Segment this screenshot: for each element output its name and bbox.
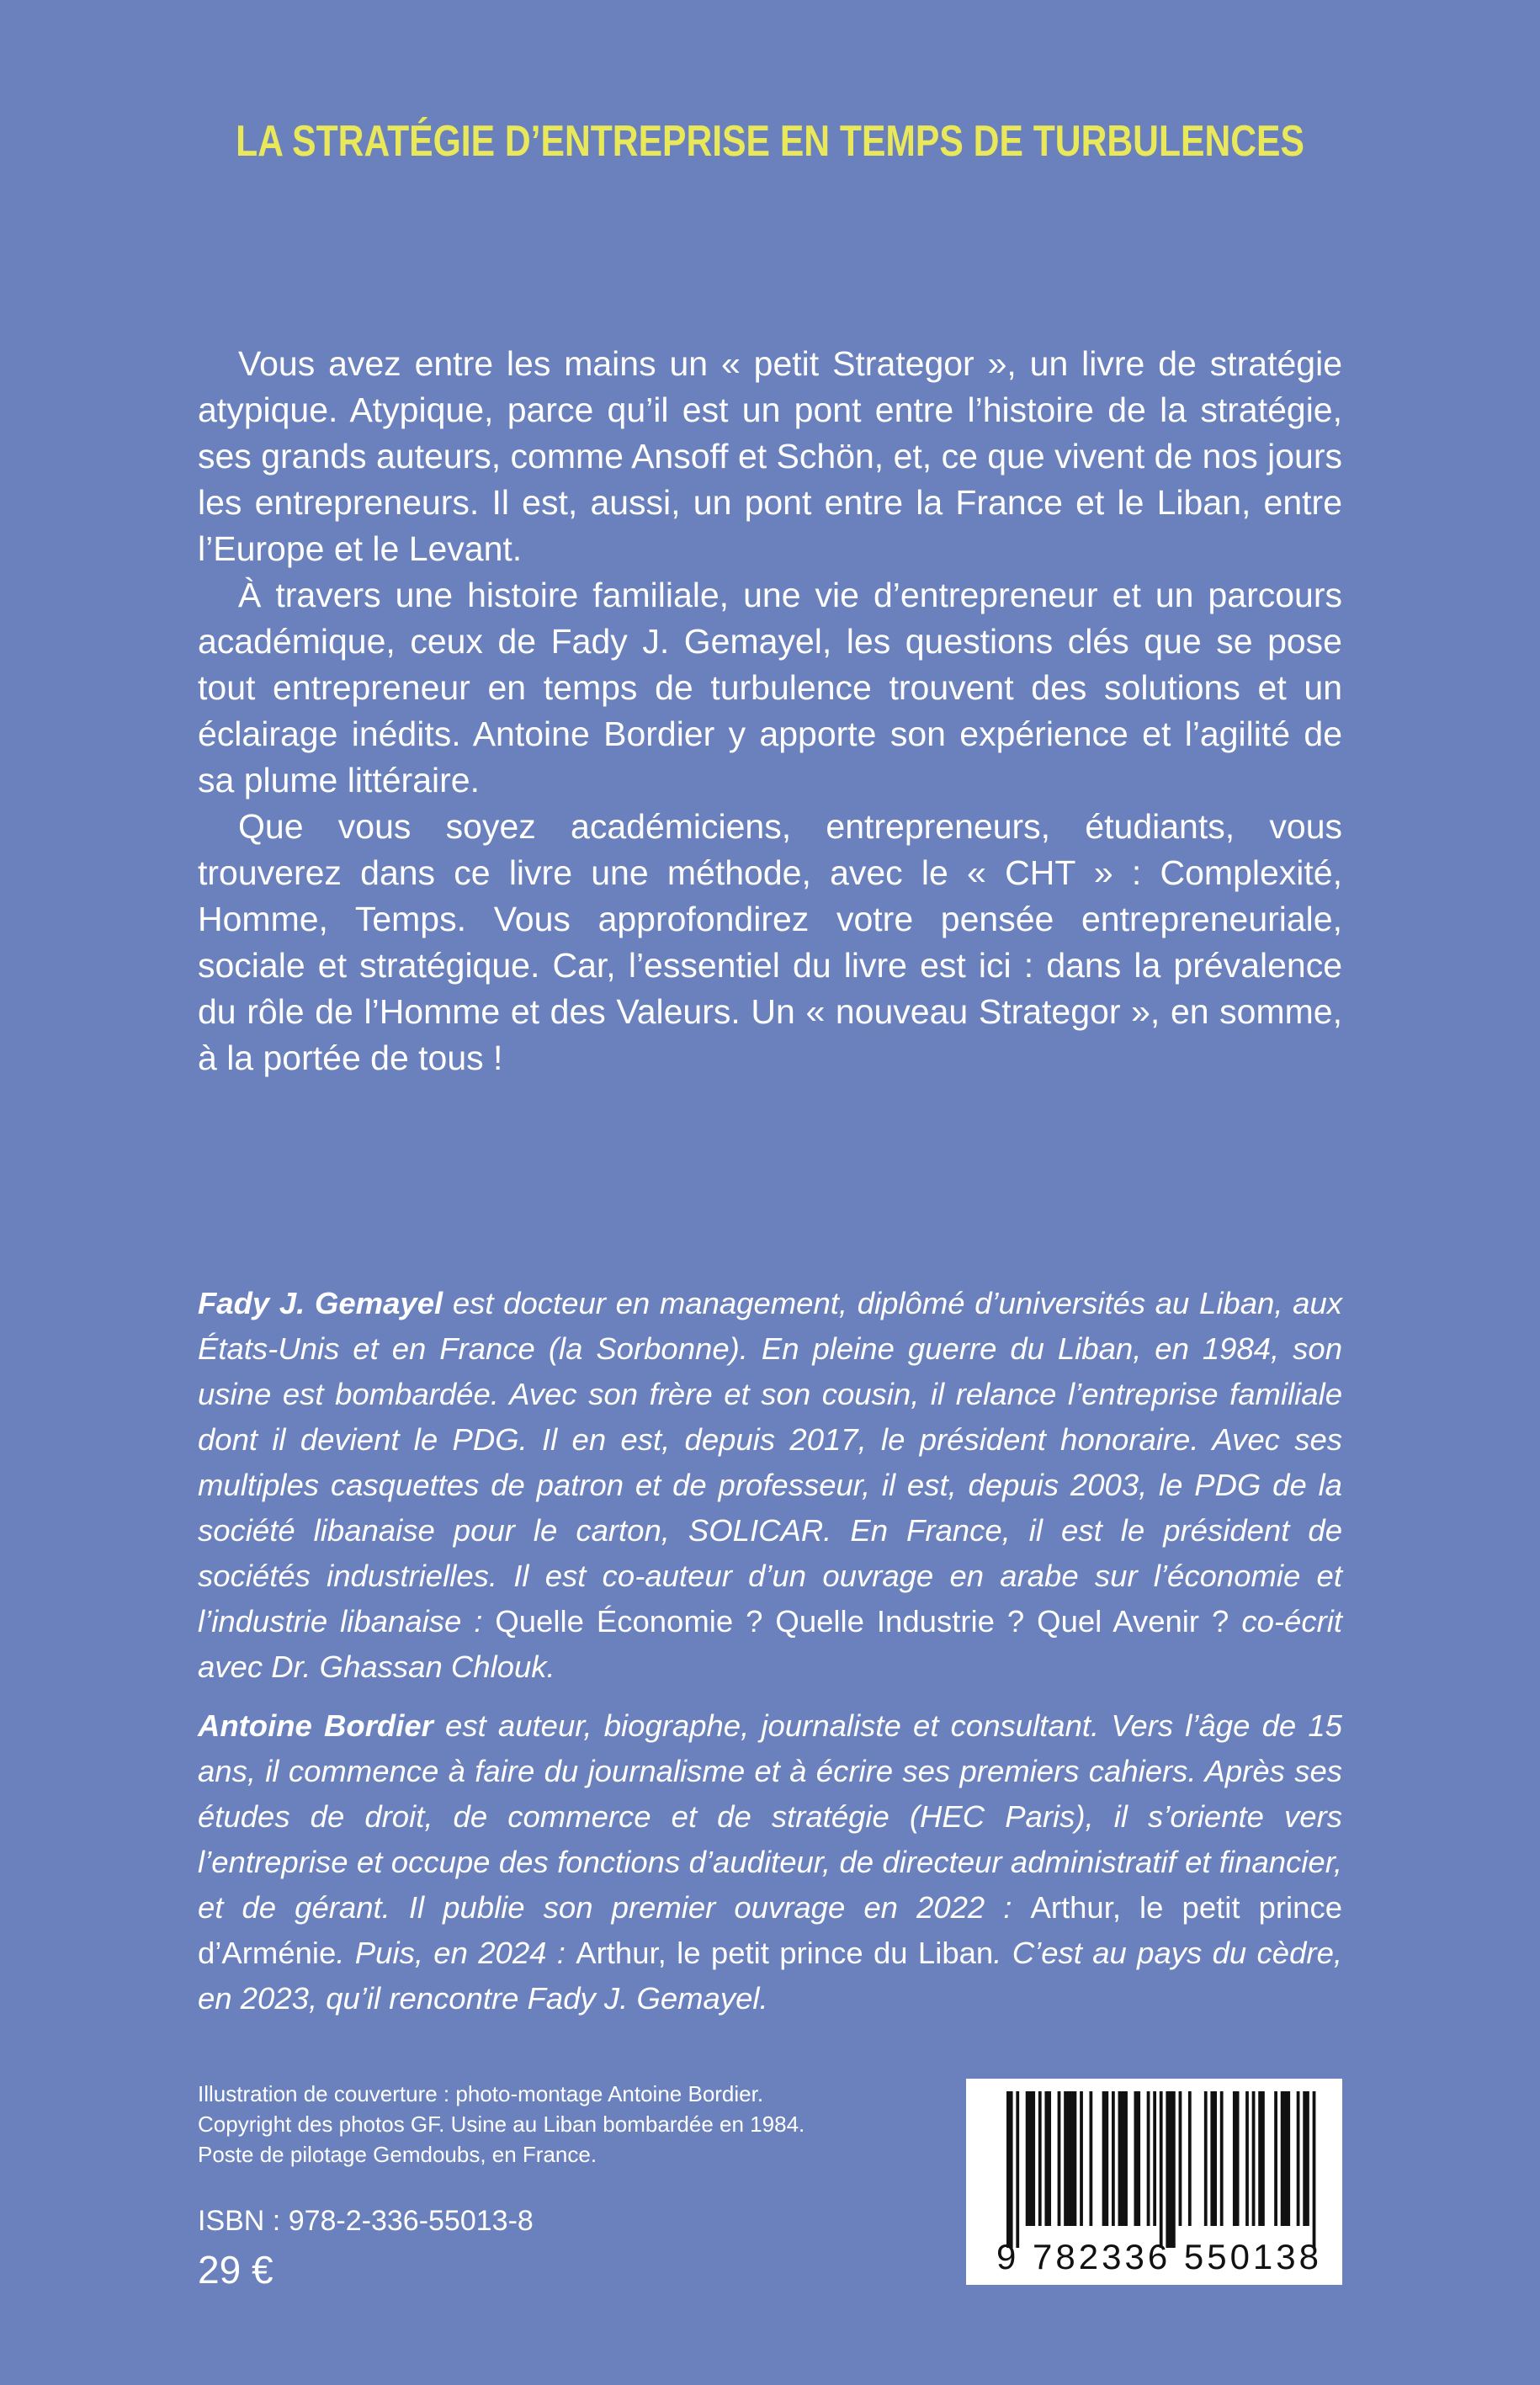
barcode-bar xyxy=(1245,2091,1249,2226)
author-name: Fady J. Gemayel xyxy=(198,1286,443,1320)
isbn: ISBN : 978-2-336-55013-8 xyxy=(198,2205,534,2237)
barcode-bar xyxy=(1044,2091,1051,2226)
blurb xyxy=(198,341,1342,1081)
barcode-bar xyxy=(1016,2091,1019,2248)
blurb-paragraph: À travers une histoire familiale, une vie d’entrepreneur et un parcours académique, ceux de Fady J. Gemayel, les questions clés que se pose tout entrepreneur en temps de turbulence trouvent des solutions et un éclairage inédits. Antoine Bordier y apporte son expérience et l’agilité de sa plume littéraire. xyxy=(198,576,1342,799)
author-name: Antoine Bordier xyxy=(198,1708,433,1743)
bio-text: est docteur en management, diplômé d’universités au Liban, aux États-Unis et en France (la Sorbonne). En pleine guerre du Liban, en 1984, son usine est bombardée. Avec son frère et son cousin, il relance l’entreprise familiale dont il devient le PDG. Il en est, depuis 2017, le président honoraire. Avec ses multiples casquettes de patron et de professeur, il est, depuis 2003, le PDG de la société libanaise pour le carton, SOLICAR. En France, il est le président de sociétés industrielles. Il est co-auteur d’un ouvrage en arabe sur l’économie et l’industrie libanaise : xyxy=(198,1286,1342,1639)
book-title: LA STRATÉGIE D’ENTREPRISE EN TEMPS DE TURBULENCES xyxy=(236,117,1304,166)
barcode-bar xyxy=(1058,2091,1061,2226)
bio-text: co-écrit avec Dr. Ghassan Chlouk. xyxy=(198,1604,1342,1684)
blurb-paragraph: Vous avez entre les mains un « petit Strategor », un livre de stratégie atypique. Atypique, parce qu’il est un pont entre l’histoire de la stratégie, ses grands auteurs, comme Ansoff et Schön, et, ce que vivent de nos jours les entrepreneurs. Il est, aussi, un pont entre la France et le Liban, entre l’Europe et le Levant. xyxy=(198,344,1342,568)
book-title-ref: Arthur, le petit prince du Liban xyxy=(576,1936,994,1970)
bio-text: . Puis, en 2024 : xyxy=(336,1936,576,1970)
barcode-bars xyxy=(1006,2091,1322,2248)
barcode-bar xyxy=(1112,2091,1115,2226)
barcode-bar xyxy=(1118,2091,1128,2226)
author-bio-bordier xyxy=(198,1703,1342,2021)
barcode-bar xyxy=(1102,2091,1109,2226)
barcode-digits: 9 782336 550138 xyxy=(996,2237,1322,2276)
barcode-bar xyxy=(1080,2091,1083,2226)
barcode-bar xyxy=(1252,2091,1256,2226)
barcode xyxy=(966,2079,1342,2285)
book-title-ref: Arthur, le petit prince d’Arménie xyxy=(198,1890,1342,1970)
barcode-bar xyxy=(1188,2091,1192,2226)
blurb-paragraph: Que vous soyez académiciens, entrepreneurs, étudiants, vous trouverez dans ce livre une méthode, avec le « CHT » : Complexité, Homme, Temps. Vous approfondirez votre pensée entrepreneuriale, sociale et stratégique. Car, l’essentiel du livre est ici : dans la prévalence du rôle de l’Homme et des Valeurs. Un « nouveau Strategor », en somme, à la portée de tous ! xyxy=(198,807,1342,1077)
barcode-bar xyxy=(1134,2091,1141,2226)
credit-line: Illustration de couverture : photo-montage Antoine Bordier. xyxy=(198,2081,764,2106)
credit-line: Copyright des photos GF. Usine au Liban bombardée en 1984. xyxy=(198,2111,805,2137)
barcode-bar xyxy=(1153,2091,1156,2226)
barcode-bar xyxy=(1313,2091,1316,2248)
barcode-bar xyxy=(1233,2091,1240,2226)
barcode-bar xyxy=(1038,2091,1042,2226)
barcode-bar xyxy=(1160,2091,1163,2248)
bio-text: . C’est au pays du cèdre, en 2023, qu’il rencontre Fady J. Gemayel. xyxy=(198,1936,1343,2016)
credit-line: Poste de pilotage Gemdoubs, en France. xyxy=(198,2142,597,2167)
credits xyxy=(198,2079,805,2170)
barcode-bar xyxy=(1166,2091,1175,2248)
book-title-ref: Quelle Économie ? Quelle Industrie ? Quel Avenir ? xyxy=(495,1604,1229,1639)
barcode-bar xyxy=(1026,2091,1035,2226)
barcode-bar xyxy=(1179,2091,1182,2226)
author-bio-gemayel xyxy=(198,1281,1342,1690)
barcode-bar xyxy=(1303,2091,1309,2226)
barcode-bar xyxy=(1281,2091,1290,2226)
barcode-bar xyxy=(1258,2091,1265,2226)
barcode-bar xyxy=(1204,2091,1208,2226)
barcode-bar xyxy=(1089,2091,1092,2226)
barcode-bar xyxy=(1064,2091,1076,2226)
bio-text: est auteur, biographe, journaliste et consultant. Vers l’âge de 15 ans, il commence à faire du journalisme et à écrire ses premiers cahiers. Après ses études de droit, de commerce et de stratégie (HEC Paris), il s’oriente vers l’entreprise et occupe des fonctions d’auditeur, de directeur administratif et financier, et de gérant. Il publie son premier ouvrage en 2022 : xyxy=(198,1708,1342,1925)
barcode-bar xyxy=(1147,2091,1150,2226)
barcode-bar xyxy=(1210,2091,1217,2226)
price: 29 € xyxy=(198,2248,273,2292)
barcode-bar xyxy=(1274,2091,1277,2226)
barcode-bar xyxy=(1006,2091,1013,2248)
barcode-bar xyxy=(1297,2091,1300,2226)
barcode-bar xyxy=(1220,2091,1224,2226)
